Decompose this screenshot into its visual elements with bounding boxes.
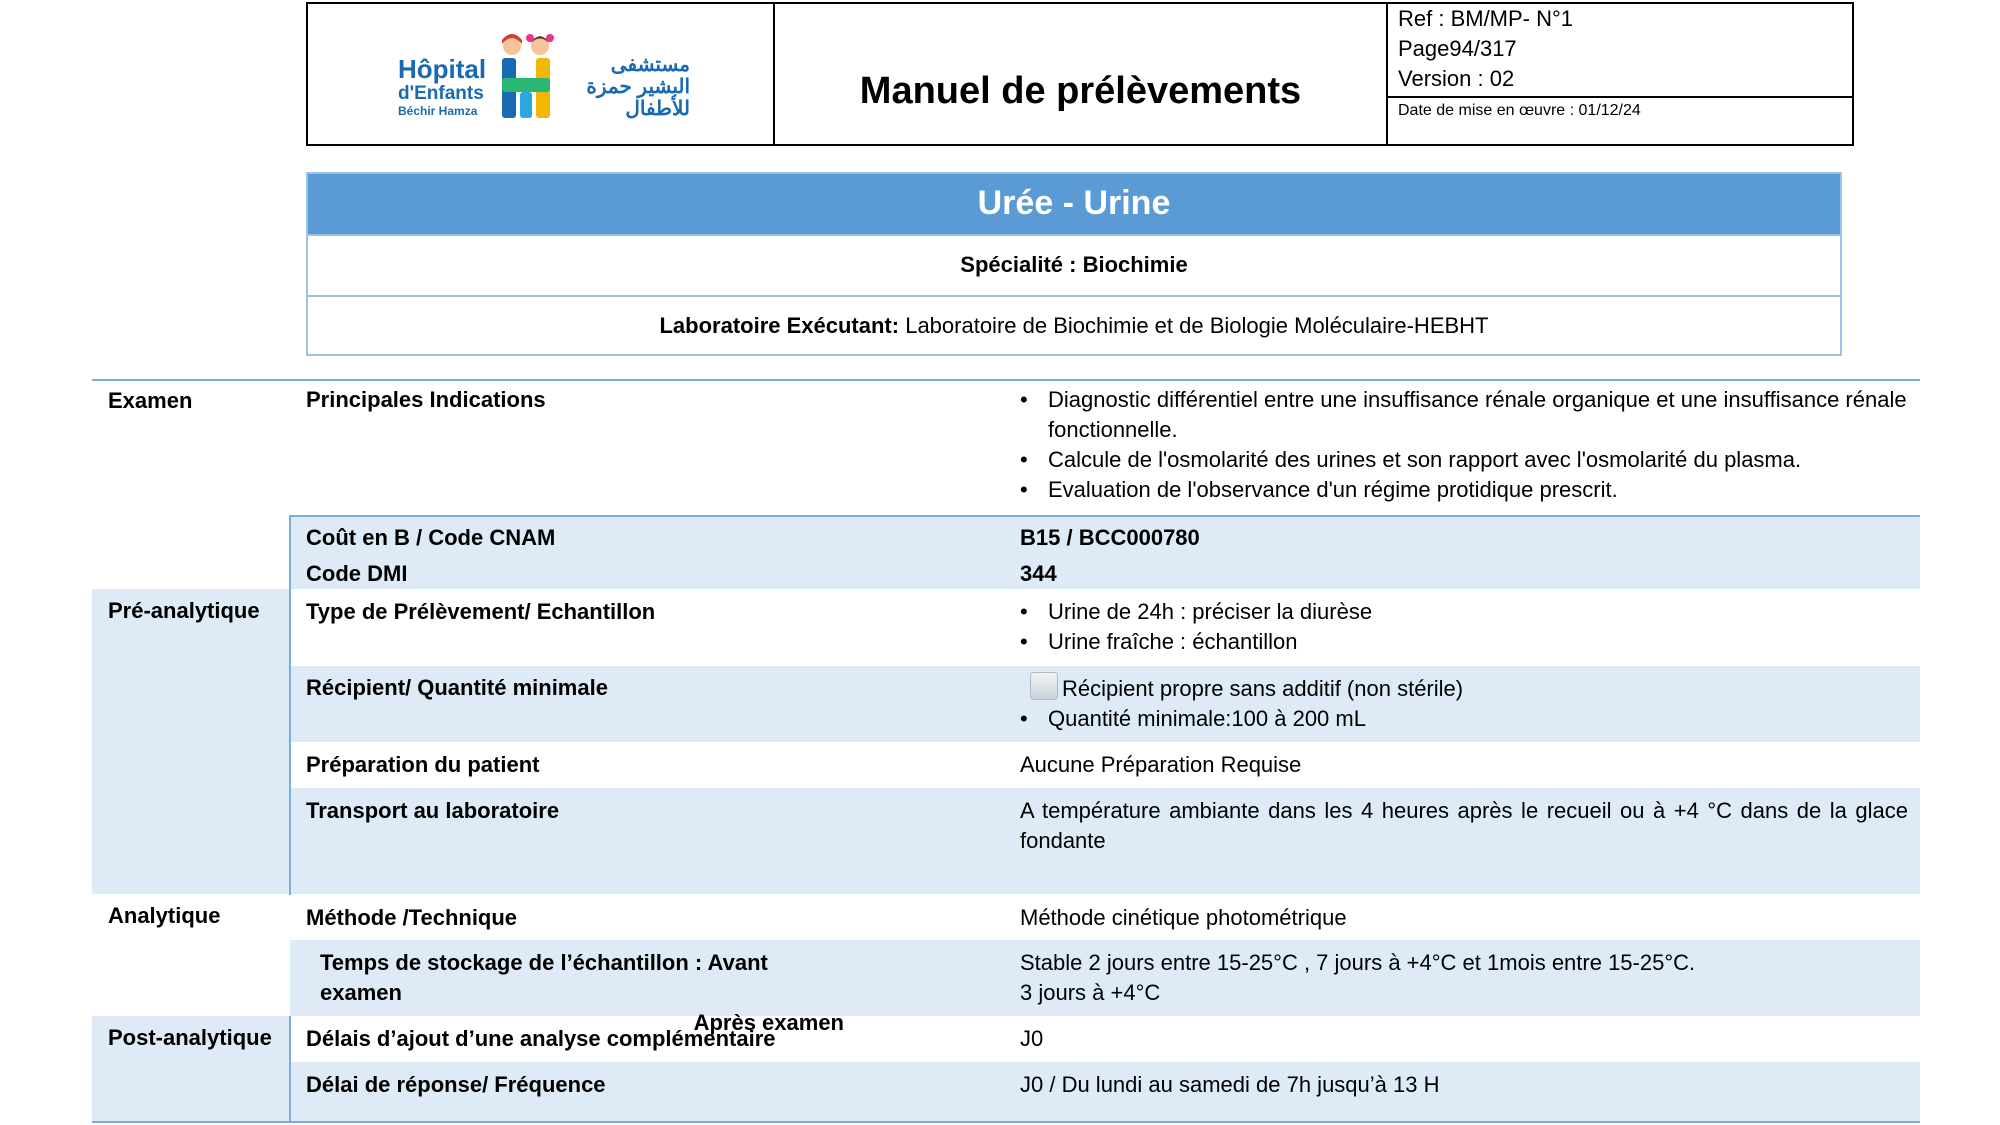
hospital-logo [398, 32, 698, 122]
methode-label: Méthode /Technique [306, 905, 518, 930]
type-item: • Urine de 24h : préciser la diurèse [1020, 597, 1908, 627]
laboratoire-value: Laboratoire de Biochimie et de Biologie Moléculaire-HEBHT [899, 313, 1489, 338]
table-bottom-rule [92, 1121, 1920, 1123]
dmi-label: Code DMI [306, 561, 408, 586]
title-cell [775, 4, 1388, 144]
indication-item: • Calcule de l'osmolarité des urines et son rapport avec l'osmolarité du plasma. [1020, 445, 1908, 475]
specialite-row [308, 234, 1840, 295]
cout-value: B15 / BCC000780 [1020, 525, 1200, 550]
version: Version : 02 [1398, 66, 1515, 91]
document-title: Manuel de prélèvements [859, 70, 1302, 112]
specialite: Spécialité : Biochimie [960, 252, 1188, 277]
transport-value: A température ambiante dans les 4 heures après le recueil ou à +4 °C dans de la glace fondante [1020, 798, 1908, 853]
methode-value: Méthode cinétique photométrique [1020, 905, 1347, 930]
preparation-value: Aucune Préparation Requise [1020, 752, 1302, 777]
recipient-container: Récipient propre sans additif (non stérile) [1062, 676, 1464, 701]
indications-list [1020, 385, 1908, 505]
logo-line-3: Béchir Hamza [398, 104, 478, 118]
implementation-date: Date de mise en œuvre : 01/12/24 [1398, 102, 1641, 119]
delai-reponse-value: J0 / Du lundi au samedi de 7h jusqu’à 13 H [1020, 1072, 1440, 1097]
laboratoire-label: Laboratoire Exécutant: [659, 313, 900, 338]
reference-cell [1388, 4, 1852, 144]
recipient-quantity: • Quantité minimale:100 à 200 mL [1020, 704, 1908, 734]
pre-analytique-band [92, 589, 290, 894]
section-post-analytique: Post-analytique [108, 1025, 272, 1050]
container-jar-icon [1030, 672, 1058, 700]
type-item: • Urine fraîche : échantillon [1020, 627, 1908, 657]
rule-category-separator-1 [289, 515, 291, 895]
logo-arabic-text [570, 54, 690, 120]
laboratoire-row [308, 295, 1840, 356]
indication-item: • Diagnostic différentiel entre une insuffisance rénale organique et une insuffisance rénale fonctionnelle. [1020, 385, 1908, 445]
recipient-container-line [1020, 672, 1908, 704]
stockage-label-after: Après examen [693, 1010, 844, 1035]
preparation-label: Préparation du patient [306, 752, 540, 777]
logo-line-1: Hôpital [398, 54, 487, 84]
indication-item: • Evaluation de l'observance d'un régime protidique prescrit. [1020, 475, 1908, 505]
logo-line-2: d'Enfants [398, 83, 484, 104]
section-pre-analytique: Pré-analytique [108, 598, 260, 623]
table-top-rule [92, 379, 1920, 381]
section-examen: Examen [108, 388, 193, 413]
indications-label: Principales Indications [306, 387, 546, 412]
reference-block [1388, 4, 1852, 98]
rule-cost-top [290, 515, 1920, 517]
logo-ar-line-2: البشير حمزة [586, 76, 690, 98]
test-title-box [306, 172, 1842, 356]
delais-ajout-value: J0 [1020, 1026, 1044, 1051]
children-h-logo-icon [496, 32, 558, 122]
stockage-value-before: Stable 2 jours entre 15-25°C , 7 jours à +4°C et 1mois entre 15-25°C. [1020, 950, 1696, 975]
section-analytique: Analytique [108, 903, 221, 928]
stockage-value-after: 3 jours à +4°C [1020, 980, 1161, 1005]
type-label: Type de Prélèvement/ Echantillon [306, 599, 656, 624]
type-list [1020, 597, 1908, 657]
transport-label: Transport au laboratoire [306, 798, 560, 823]
cout-label: Coût en B / Code CNAM [306, 525, 556, 550]
dmi-value: 344 [1020, 561, 1057, 586]
logo-ar-line-1: مستشفى [610, 54, 690, 76]
logo-french-text [398, 56, 486, 117]
delais-ajout-label: Délais d’ajout d’une analyse complémentaire [306, 1026, 776, 1051]
page-number: Page94/317 [1398, 36, 1517, 61]
delai-reponse-label: Délai de réponse/ Fréquence [306, 1072, 606, 1097]
logo-cell [308, 4, 775, 144]
stockage-label-before: Temps de stockage de l’échantillon : Avant examen [320, 950, 768, 1005]
ref-number: Ref : BM/MP- N°1 [1398, 6, 1574, 31]
recipient-values [1020, 672, 1908, 734]
recipient-label: Récipient/ Quantité minimale [306, 675, 608, 700]
logo-ar-line-3: للأطفال [625, 98, 690, 120]
document-header [306, 2, 1854, 146]
test-name: Urée - Urine [308, 174, 1840, 234]
rule-category-separator-2 [289, 1016, 291, 1122]
stockage-values [1020, 948, 1908, 1008]
